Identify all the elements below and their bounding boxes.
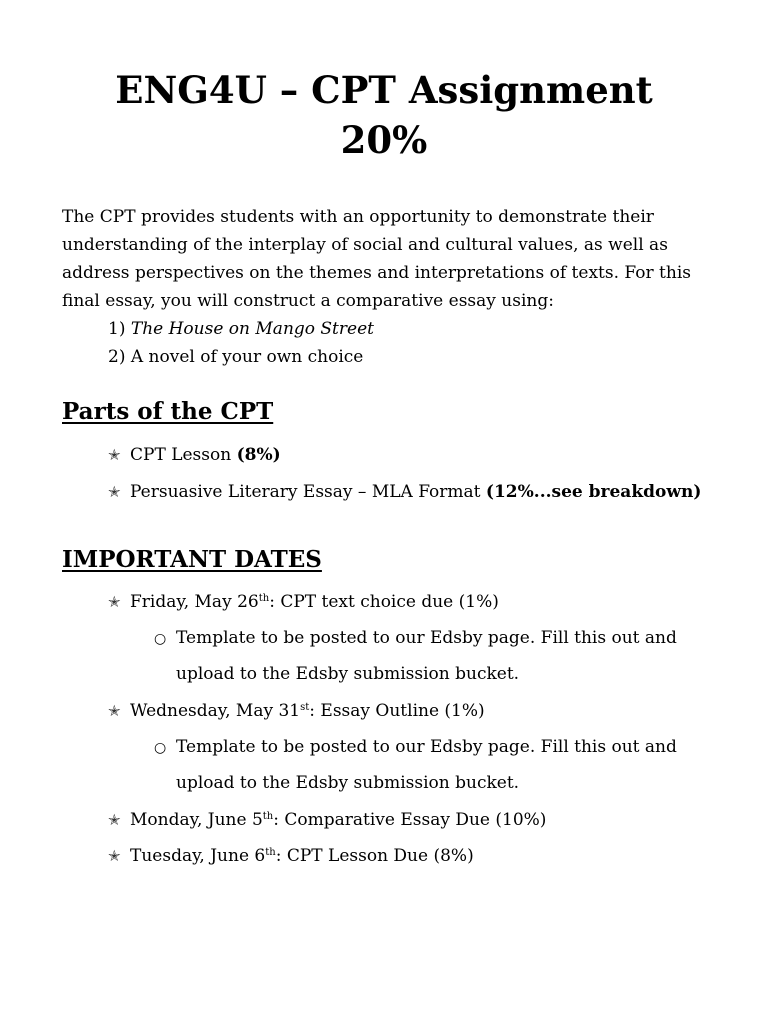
list-item bbox=[108, 701, 485, 721]
list-item bbox=[108, 810, 546, 830]
circle-bullet-icon: ○ bbox=[154, 740, 167, 756]
date-text: Wednesday, May 31 bbox=[130, 701, 301, 721]
list-text: A novel of your own choice bbox=[130, 347, 364, 367]
star-icon: ✭ bbox=[108, 702, 121, 720]
list-item bbox=[108, 592, 499, 612]
list-item bbox=[108, 482, 701, 502]
part-weight: (8%) bbox=[236, 445, 281, 465]
dates-heading: IMPORTANT DATES bbox=[62, 546, 322, 573]
date-suffix: st bbox=[300, 702, 310, 713]
intro-line: The CPT provides students with an opportunity to demonstrate their bbox=[62, 207, 654, 227]
star-icon: ✭ bbox=[108, 483, 121, 501]
star-icon: ✭ bbox=[108, 847, 121, 865]
date-description: : CPT text choice due (1%) bbox=[269, 592, 499, 612]
part-label: Persuasive Literary Essay – MLA Format bbox=[130, 482, 481, 502]
intro-line: understanding of the interplay of social and cultural values, as well as bbox=[62, 235, 668, 255]
sub-item-text: Template to be posted to our Edsby page. Fill this out and bbox=[176, 737, 677, 757]
book-title: The House on Mango Street bbox=[130, 319, 374, 339]
sub-item-text: Template to be posted to our Edsby page. Fill this out and bbox=[176, 628, 677, 648]
list-number: 2) bbox=[108, 347, 126, 367]
document-title: ENG4U – CPT Assignment bbox=[115, 68, 653, 112]
part-label: CPT Lesson bbox=[130, 445, 232, 465]
date-description: : CPT Lesson Due (8%) bbox=[275, 846, 474, 866]
list-number: 1) bbox=[108, 319, 126, 339]
date-text: Tuesday, June 6 bbox=[130, 846, 266, 866]
intro-line: address perspectives on the themes and interpretations of texts. For this bbox=[62, 263, 691, 283]
date-suffix: th bbox=[265, 847, 276, 858]
sub-item-continued: upload to the Edsby submission bucket. bbox=[176, 773, 520, 793]
part-weight: (12%...see breakdown) bbox=[485, 482, 702, 502]
circle-bullet-icon: ○ bbox=[154, 631, 167, 647]
date-description: : Essay Outline (1%) bbox=[309, 701, 485, 721]
date-description: : Comparative Essay Due (10%) bbox=[273, 810, 547, 830]
sub-item bbox=[154, 628, 677, 648]
document-weight: 20% bbox=[340, 118, 428, 162]
date-text: Monday, June 5 bbox=[130, 810, 263, 830]
star-icon: ✭ bbox=[108, 446, 121, 464]
date-suffix: th bbox=[258, 593, 270, 604]
star-icon: ✭ bbox=[108, 593, 121, 611]
list-item bbox=[108, 445, 281, 465]
star-icon: ✭ bbox=[108, 811, 121, 829]
parts-heading: Parts of the CPT bbox=[62, 398, 274, 425]
list-item bbox=[108, 846, 474, 866]
sub-item bbox=[154, 737, 677, 757]
intro-line: final essay, you will construct a comparative essay using: bbox=[62, 291, 554, 311]
text-choice-1 bbox=[62, 315, 722, 343]
sub-item-continued: upload to the Edsby submission bucket. bbox=[176, 664, 520, 684]
date-suffix: th bbox=[262, 811, 274, 822]
intro-paragraph bbox=[62, 203, 722, 371]
text-choice-2 bbox=[62, 343, 722, 371]
date-text: Friday, May 26 bbox=[130, 592, 259, 612]
